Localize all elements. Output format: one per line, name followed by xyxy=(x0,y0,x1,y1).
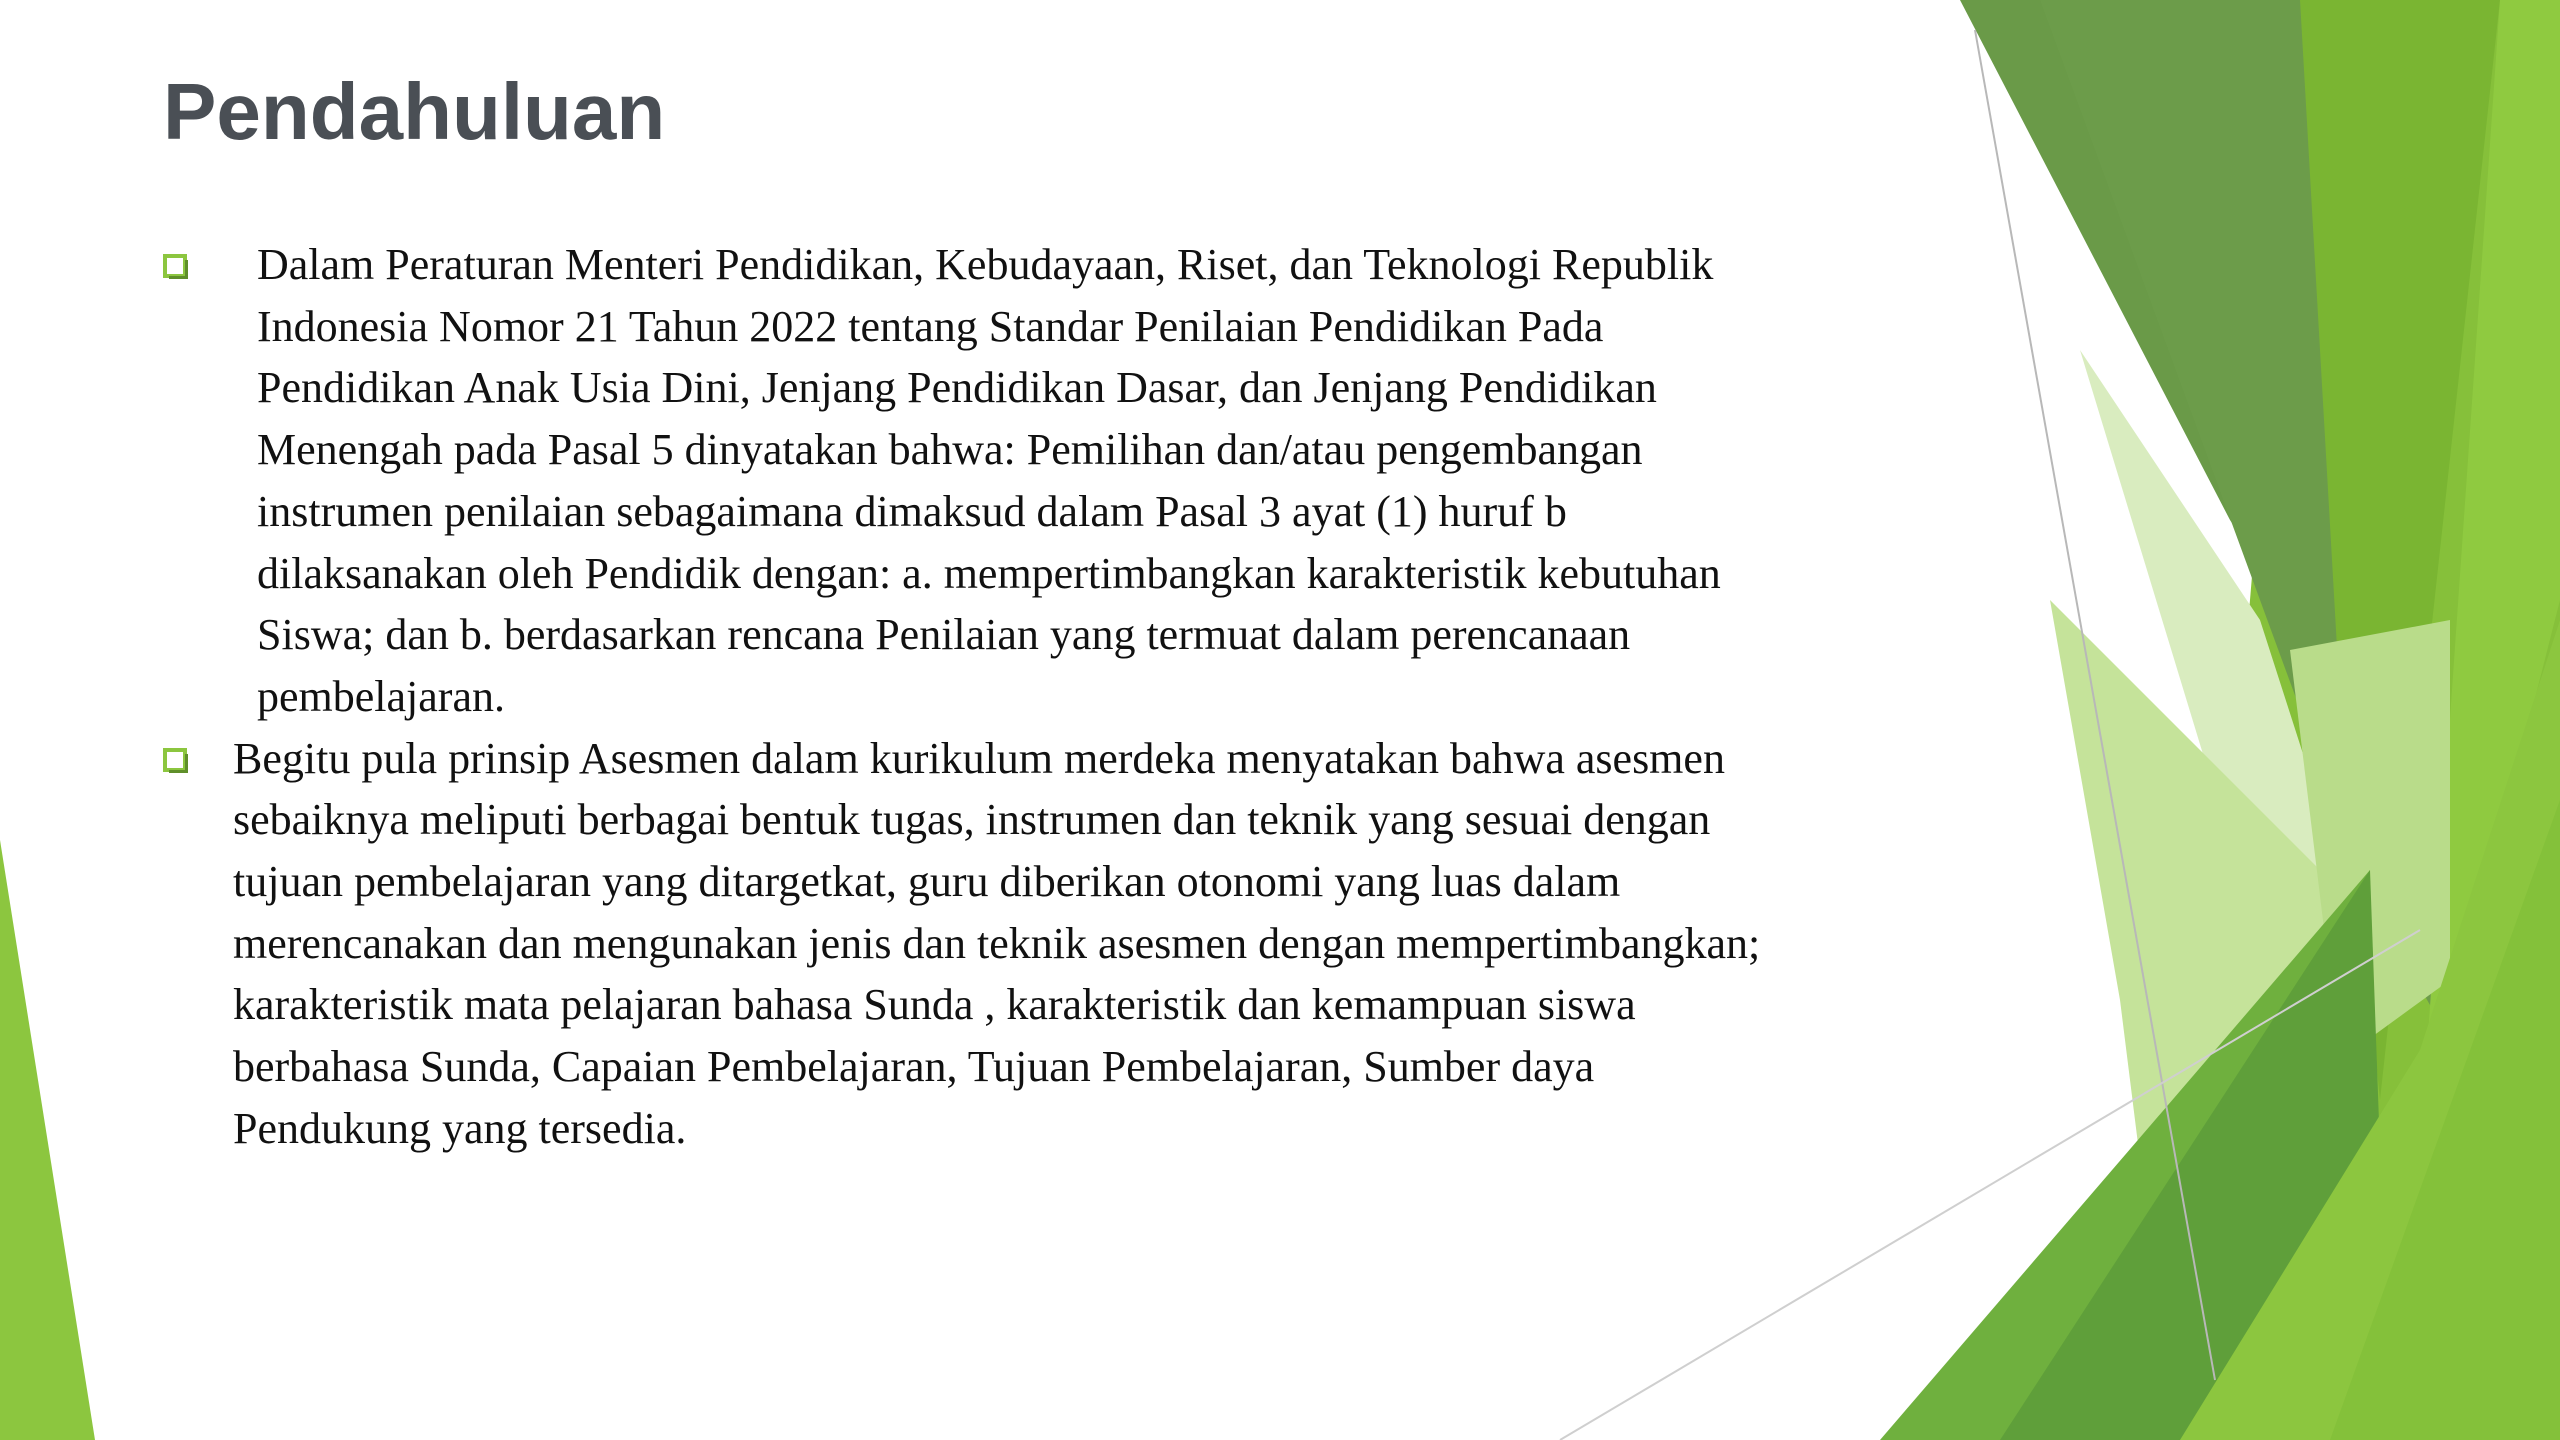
bullet-text-peraturan: Dalam Peraturan Menteri Pendidikan, Kebudayaan, Riset, dan Teknologi Republik Indonesia Nomor 21 Tahun 2022 tentang Standar Penilaian Pendidikan Pada Pendidikan Anak Usia Dini, Jenjang Pendidikan Dasar, dan Jenjang Pendidikan Menengah pada Pasal 5 dinyatakan bahwa: Pemilihan dan/atau pengembangan instrumen penilaian sebagaimana dimaksud dalam Pasal 3 ayat (1) huruf b dilaksanakan oleh Pendidik dengan: a. mempertimbangkan karakteristik kebutuhan Siswa; dan b. berdasarkan rencana Penilaian yang termuat dalam perencanaan pembelajaran. xyxy=(257,240,1721,721)
bullet-item-asesmen xyxy=(163,728,1923,1160)
hollow-square-bullet-icon xyxy=(163,254,189,280)
bullet-item-peraturan xyxy=(163,234,1923,728)
bullet-list xyxy=(163,234,1923,1160)
hollow-square-bullet-icon xyxy=(163,748,189,774)
slide-title: Pendahuluan xyxy=(163,67,666,156)
left-green-sliver xyxy=(0,840,95,1440)
bullet-text-asesmen: Begitu pula prinsip Asesmen dalam kurikulum merdeka menyatakan bahwa asesmen sebaiknya meliputi berbagai bentuk tugas, instrumen dan teknik yang sesuai dengan tujuan pembelajaran yang ditargetkat, guru diberikan otonomi yang luas dalam merencanakan dan mengunakan jenis dan teknik asesmen dengan mempertimbangkan; karakteristik mata pelajaran bahasa Sunda , karakteristik dan kemampuan siswa berbahasa Sunda, Capaian Pembelajaran, Tujuan Pembelajaran, Sumber daya Pendukung yang tersedia. xyxy=(233,733,1761,1153)
